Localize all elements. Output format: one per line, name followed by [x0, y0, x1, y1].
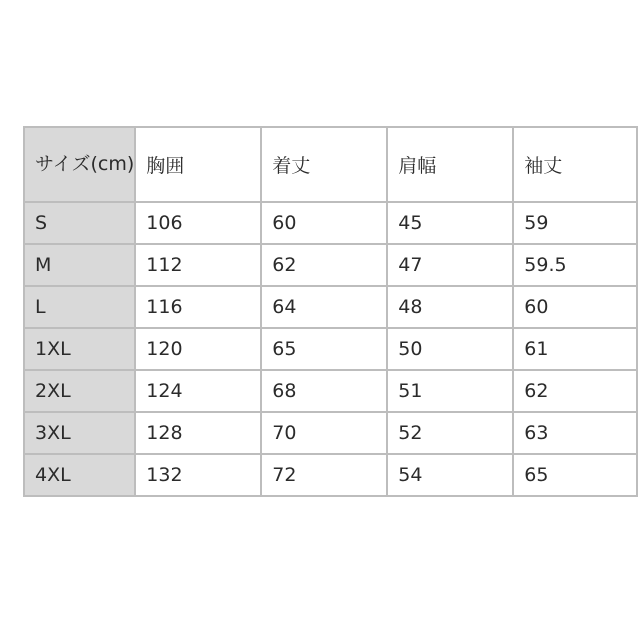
table-cell: 48: [387, 286, 513, 328]
table-header-row: [24, 127, 637, 202]
table-cell: 54: [387, 454, 513, 496]
table-cell: 47: [387, 244, 513, 286]
table-cell: 132: [135, 454, 261, 496]
header-chest: 胸囲: [135, 127, 261, 202]
size-label-cell: 4XL: [24, 454, 135, 496]
table-row: [24, 244, 637, 286]
table-cell: 52: [387, 412, 513, 454]
header-size: サイズ(cm): [24, 127, 135, 202]
table-cell: 62: [513, 370, 637, 412]
size-label-cell: M: [24, 244, 135, 286]
table-cell: 60: [513, 286, 637, 328]
header-length: 着丈: [261, 127, 387, 202]
size-label-cell: 1XL: [24, 328, 135, 370]
table-cell: 50: [387, 328, 513, 370]
table-cell: 106: [135, 202, 261, 244]
table-cell: 65: [261, 328, 387, 370]
table-row: [24, 202, 637, 244]
table-cell: 51: [387, 370, 513, 412]
table-cell: 59.5: [513, 244, 637, 286]
table-row: [24, 412, 637, 454]
table-row: [24, 454, 637, 496]
table-cell: 45: [387, 202, 513, 244]
table-cell: 59: [513, 202, 637, 244]
table-cell: 124: [135, 370, 261, 412]
header-shoulder: 肩幅: [387, 127, 513, 202]
table-cell: 65: [513, 454, 637, 496]
table-cell: 68: [261, 370, 387, 412]
table-cell: 72: [261, 454, 387, 496]
size-label-cell: S: [24, 202, 135, 244]
table-cell: 70: [261, 412, 387, 454]
table-cell: 120: [135, 328, 261, 370]
size-label-cell: L: [24, 286, 135, 328]
table-cell: 63: [513, 412, 637, 454]
header-sleeve: 袖丈: [513, 127, 637, 202]
size-label-cell: 3XL: [24, 412, 135, 454]
table-row: [24, 370, 637, 412]
table-cell: 61: [513, 328, 637, 370]
size-label-cell: 2XL: [24, 370, 135, 412]
table-row: [24, 328, 637, 370]
table-cell: 62: [261, 244, 387, 286]
table-cell: 64: [261, 286, 387, 328]
table-cell: 116: [135, 286, 261, 328]
size-chart-table: [23, 126, 638, 497]
table-cell: 60: [261, 202, 387, 244]
table-cell: 128: [135, 412, 261, 454]
table-cell: 112: [135, 244, 261, 286]
table-row: [24, 286, 637, 328]
